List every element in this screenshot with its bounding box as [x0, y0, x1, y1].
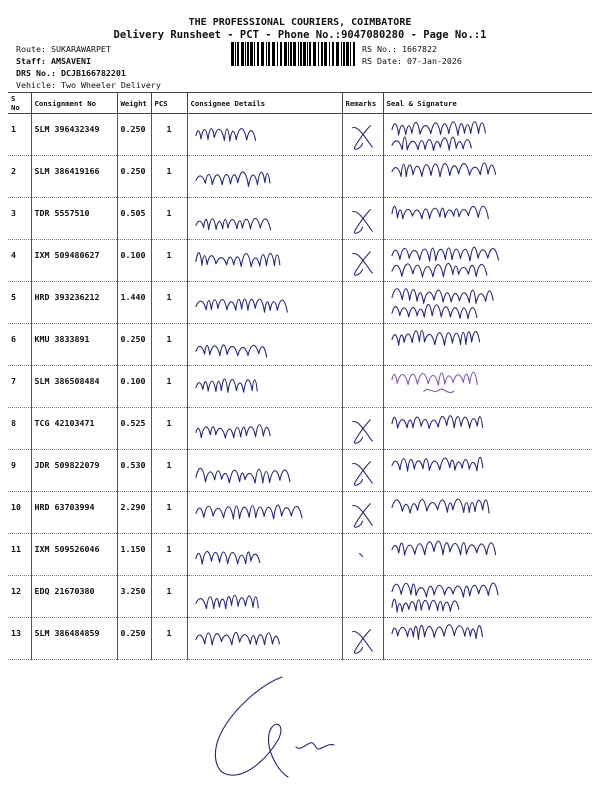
cell-seal-signature — [383, 324, 592, 366]
cell-seal-signature — [383, 366, 592, 408]
col-consignment: Consignment No — [31, 93, 117, 114]
cell-pcs: 1 — [151, 282, 187, 324]
cell-seal-signature — [383, 198, 592, 240]
route-line: Route: SUKARAWARPET — [16, 44, 111, 54]
cell-seal-signature — [383, 408, 592, 450]
cell-consignee-handwriting — [187, 534, 342, 576]
barcode-bar — [245, 42, 246, 66]
cell-consignment: IXM 509526046 — [31, 534, 117, 576]
cell-seal-signature — [383, 534, 592, 576]
rs-date-line: RS Date: 07-Jan-2026 — [362, 56, 462, 66]
cell-sno: 3 — [8, 198, 31, 240]
cell-seal-signature — [383, 114, 592, 156]
barcode-bar — [332, 42, 334, 66]
rs-no-line: RS No.: 1667822 — [362, 44, 437, 54]
cell-remarks-mark — [342, 282, 383, 324]
barcode-bar — [307, 42, 308, 66]
col-pcs: PCS — [151, 93, 187, 114]
table-row — [8, 156, 592, 198]
cell-weight: 0.250 — [117, 114, 151, 156]
cell-consignment: HRD 393236212 — [31, 282, 117, 324]
runsheet-table — [8, 92, 592, 660]
runsheet-title: Delivery Runsheet - PCT - Phone No.:9047080280 - Page No.:1 — [113, 29, 487, 41]
barcode-bar — [241, 42, 244, 66]
cell-remarks-mark — [342, 576, 383, 618]
cell-pcs: 1 — [151, 492, 187, 534]
table-header-row — [8, 93, 592, 114]
cell-weight: 0.250 — [117, 618, 151, 660]
barcode-bar — [313, 42, 316, 66]
cell-weight: 0.100 — [117, 366, 151, 408]
cell-consignee-handwriting — [187, 576, 342, 618]
cell-seal-signature — [383, 450, 592, 492]
cell-remarks-mark — [342, 114, 383, 156]
col-sno: S No — [8, 93, 31, 114]
col-remarks: Remarks — [342, 93, 383, 114]
cell-sno: 10 — [8, 492, 31, 534]
cell-consignee-handwriting — [187, 408, 342, 450]
rs-no-value: 1667822 — [401, 44, 437, 54]
cell-consignment: KMU 3833891 — [31, 324, 117, 366]
drs-value: DCJB166782201 — [60, 68, 126, 78]
cell-consignee-handwriting — [187, 324, 342, 366]
cell-pcs: 1 — [151, 450, 187, 492]
cell-consignment: HRD 63703994 — [31, 492, 117, 534]
cell-sno: 2 — [8, 156, 31, 198]
cell-consignee-handwriting — [187, 114, 342, 156]
cell-sno: 6 — [8, 324, 31, 366]
barcode-bar — [277, 42, 278, 66]
cell-consignee-handwriting — [187, 450, 342, 492]
table-row — [8, 408, 592, 450]
cell-sno: 1 — [8, 114, 31, 156]
table-row — [8, 240, 592, 282]
cell-consignee-handwriting — [187, 492, 342, 534]
barcode-bar — [341, 42, 342, 66]
cell-consignment: TDR 5557510 — [31, 198, 117, 240]
barcode-bar — [237, 42, 239, 66]
cell-remarks-mark — [342, 450, 383, 492]
barcode-bar — [353, 42, 355, 66]
table-row — [8, 576, 592, 618]
cell-sno: 4 — [8, 240, 31, 282]
table-row — [8, 114, 592, 156]
barcode-bar — [346, 42, 349, 66]
cell-consignee-handwriting — [187, 240, 342, 282]
barcode-bar — [318, 42, 319, 66]
cell-weight: 0.505 — [117, 198, 151, 240]
cell-consignee-handwriting — [187, 156, 342, 198]
cell-weight: 1.440 — [117, 282, 151, 324]
cell-weight: 3.250 — [117, 576, 151, 618]
col-seal: Seal & Signature — [383, 93, 592, 114]
table-row — [8, 492, 592, 534]
barcode-bar — [272, 42, 275, 66]
cell-sno: 7 — [8, 366, 31, 408]
barcode-bar — [288, 42, 289, 66]
barcode-bar — [250, 42, 253, 66]
barcode-bar — [284, 42, 287, 66]
cell-consignment: SLM 386419166 — [31, 156, 117, 198]
cell-weight: 1.150 — [117, 534, 151, 576]
cell-pcs: 1 — [151, 198, 187, 240]
cell-remarks-mark — [342, 156, 383, 198]
cell-consignment: EDQ 21670380 — [31, 576, 117, 618]
barcode-bar — [336, 42, 339, 66]
cell-remarks-mark — [342, 534, 383, 576]
barcode-bar — [303, 42, 306, 66]
cell-consignment: JDR 509822079 — [31, 450, 117, 492]
cell-remarks-mark — [342, 240, 383, 282]
barcode-bar — [329, 42, 330, 66]
table-row — [8, 618, 592, 660]
table-row — [8, 282, 592, 324]
drs-line: DRS No.: DCJB166782201 — [16, 68, 126, 78]
barcode-bar — [280, 42, 282, 66]
cell-consignment: TCG 42103471 — [31, 408, 117, 450]
cell-seal-signature — [383, 282, 592, 324]
cell-remarks-mark — [342, 408, 383, 450]
barcode-bar — [290, 42, 292, 66]
cell-weight: 2.290 — [117, 492, 151, 534]
cell-consignee-handwriting — [187, 366, 342, 408]
vehicle-value: Two Wheeler Delivery — [60, 80, 161, 90]
cell-remarks-mark — [342, 618, 383, 660]
cell-pcs: 1 — [151, 156, 187, 198]
barcode-bar — [257, 42, 259, 66]
barcode-bar — [261, 42, 264, 66]
cell-remarks-mark — [342, 198, 383, 240]
table-row — [8, 324, 592, 366]
col-weight: Weight — [117, 93, 151, 114]
cell-consignee-handwriting — [187, 618, 342, 660]
barcode-bar — [293, 42, 296, 66]
table-row — [8, 450, 592, 492]
cell-sno: 9 — [8, 450, 31, 492]
cell-pcs: 1 — [151, 324, 187, 366]
cell-seal-signature — [383, 240, 592, 282]
barcode-bar — [268, 42, 270, 66]
company-name: THE PROFESSIONAL COURIERS, COIMBATORE — [188, 17, 412, 28]
cell-consignment: IXM 509480627 — [31, 240, 117, 282]
table-row — [8, 534, 592, 576]
barcode-bar — [343, 42, 345, 66]
barcode-bar — [300, 42, 302, 66]
barcode-bar — [247, 42, 249, 66]
receiver-signature — [190, 665, 350, 785]
cell-pcs: 1 — [151, 408, 187, 450]
barcode-bar — [321, 42, 323, 66]
rs-date-value: 07-Jan-2026 — [406, 56, 462, 66]
barcode-bar — [298, 42, 299, 66]
cell-pcs: 1 — [151, 534, 187, 576]
cell-seal-signature — [383, 492, 592, 534]
cell-remarks-mark — [342, 492, 383, 534]
barcode-bar — [309, 42, 311, 66]
barcode-bar — [231, 42, 234, 66]
cell-pcs: 1 — [151, 576, 187, 618]
cell-seal-signature — [383, 156, 592, 198]
cell-sno: 11 — [8, 534, 31, 576]
cell-consignee-handwriting — [187, 282, 342, 324]
barcode — [231, 42, 356, 66]
cell-seal-signature — [383, 576, 592, 618]
cell-sno: 5 — [8, 282, 31, 324]
cell-pcs: 1 — [151, 618, 187, 660]
cell-consignment: SLM 386508484 — [31, 366, 117, 408]
barcode-bar — [350, 42, 351, 66]
cell-consignment: SLM 386484859 — [31, 618, 117, 660]
cell-pcs: 1 — [151, 240, 187, 282]
staff-line: Staff: AMSAVENI — [16, 56, 91, 66]
col-consignee: Consignee Details — [187, 93, 342, 114]
barcode-bar — [235, 42, 236, 66]
cell-sno: 8 — [8, 408, 31, 450]
cell-pcs: 1 — [151, 366, 187, 408]
cell-weight: 0.250 — [117, 324, 151, 366]
table-row — [8, 198, 592, 240]
cell-consignment: SLM 396432349 — [31, 114, 117, 156]
cell-sno: 13 — [8, 618, 31, 660]
barcode-bar — [324, 42, 327, 66]
route-value: SUKARAWARPET — [50, 44, 111, 54]
vehicle-line: Vehicle: Two Wheeler Delivery — [16, 80, 161, 90]
table-row — [8, 366, 592, 408]
cell-weight: 0.525 — [117, 408, 151, 450]
cell-weight: 0.100 — [117, 240, 151, 282]
staff-value: AMSAVENI — [50, 56, 91, 66]
cell-pcs: 1 — [151, 114, 187, 156]
barcode-bar — [266, 42, 267, 66]
cell-remarks-mark — [342, 324, 383, 366]
barcode-bar — [254, 42, 255, 66]
cell-sno: 12 — [8, 576, 31, 618]
cell-seal-signature — [383, 618, 592, 660]
cell-weight: 0.250 — [117, 156, 151, 198]
cell-remarks-mark — [342, 366, 383, 408]
cell-weight: 0.530 — [117, 450, 151, 492]
cell-consignee-handwriting — [187, 198, 342, 240]
